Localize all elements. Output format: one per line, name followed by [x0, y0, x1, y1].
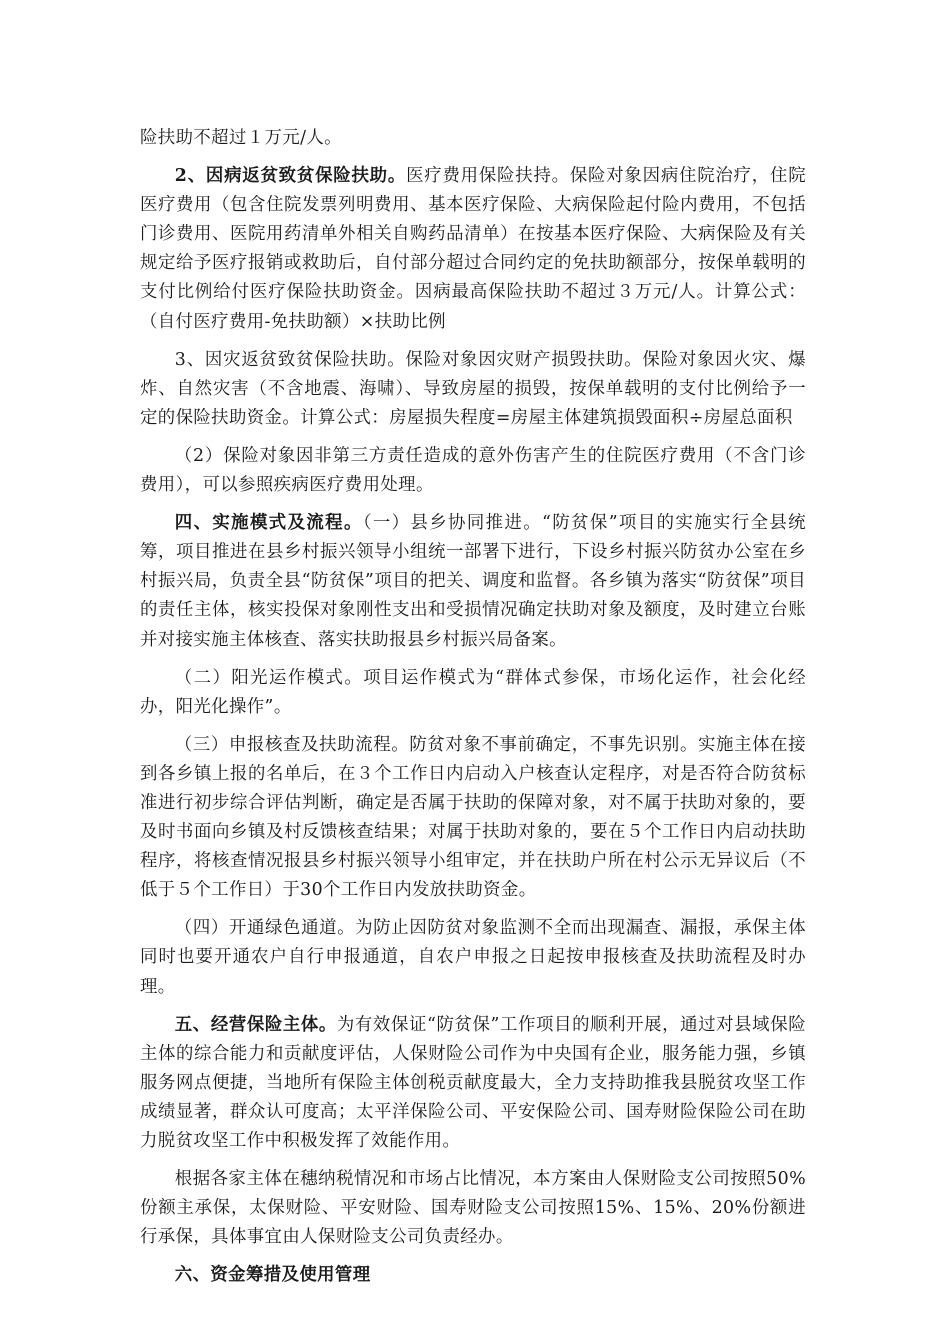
paragraph	[140, 346, 806, 433]
paragraph-text: 险扶助不超过１万元/人。	[140, 128, 342, 148]
paragraph	[140, 731, 806, 906]
paragraph-text: （2）保险对象因非第三方责任造成的意外伤害产生的住院医疗费用（不含门诊费用），可以参照疾病医疗费用处理。	[140, 445, 806, 496]
paragraph-text: 3、因灾返贫致贫保险扶助。保险对象因灾财产损毁扶助。保险对象因火灾、爆炸、自然灾害（不含地震、海啸）、导致房屋的损毁，按保单载明的支付比例给予一定的保险扶助资金。计算公式：房屋损失程度=房屋主体建筑损毁面积÷房屋总面积	[140, 349, 806, 428]
paragraph	[140, 509, 806, 654]
paragraph-text: （二）阳光运作模式。项目运作模式为“群体式参保，市场化运作，社会化经办，阳光化操作”。	[140, 667, 806, 717]
paragraph	[140, 914, 806, 1001]
paragraph-text: 为有效保证“防贫保”工作项目的顺利开展，通过对县域保险主体的综合能力和贡献度评估，人保财险公司作为中央国有企业，服务能力强，乡镇服务网点便捷，当地所有保险主体创税贡献度最大，全力支持助推我县脱贫攻坚工作成绩显著，群众认可度高；太平洋保险公司、平安保险公司、国寿财险保险公司在助力脱贫攻坚工作中积极发挥了效能作用。	[140, 1014, 806, 1151]
paragraph-text: （四）开通绿色通道。为防止因防贫对象监测不全而出现漏查、漏报，承保主体同时也要开通农户自行申报通道，自农户申报之日起按申报核查及扶助流程及时办理。	[140, 918, 806, 997]
paragraph	[140, 124, 806, 153]
paragraph-heading: 四、实施模式及流程。	[174, 513, 363, 534]
document-body	[140, 124, 806, 1299]
section-heading	[140, 1261, 806, 1290]
paragraph-text: 医疗费用保险扶持。保险对象因病住院治疗，住院医疗费用（包含住院发票列明费用、基本医疗保险、大病保险起付险内费用，不包括门诊费用、医院用药清单外相关自购药品清单）在按基本医疗保险、大病保险及有关规定给予医疗报销或救助后，自付部分超过合同约定的免扶助额部分，按保单载明的支付比例给付医疗保险扶助资金。因病最高保险扶助不超过３万元/人。计算公式：（自付医疗费用-免扶助额）×扶助比例	[140, 166, 806, 332]
paragraph-heading: 五、经营保险主体。	[174, 1014, 337, 1035]
paragraph	[140, 442, 806, 500]
paragraph-heading: 2、因病返贫致贫保险扶助。	[174, 166, 407, 187]
paragraph	[140, 1011, 806, 1156]
paragraph-text: 根据各家主体在穗纳税情况和市场占比情况，本方案由人保财险支公司按照50%份额主承保，太保财险、平安财险、国寿财险支公司按照15%、15%、20%份额进行承保，具体事宜由人保财险支公司负责经办。	[140, 1169, 806, 1248]
paragraph	[140, 162, 806, 337]
paragraph-heading: 六、资金筹措及使用管理	[174, 1265, 371, 1286]
paragraph	[140, 664, 806, 722]
paragraph-text: （一）县乡协同推进。“防贫保”项目的实施实行全县统筹，项目推进在县乡村振兴领导小组统一部署下进行，下设乡村振兴防贫办公室在乡村振兴局，负责全县“防贫保”项目的把关、调度和监督。各乡镇为落实“防贫保”项目的责任主体，核实投保对象刚性支出和受损情况确定扶助对象及额度，及时建立台账并对接实施主体核查、落实扶助报县乡村振兴局备案。	[140, 513, 806, 650]
paragraph	[140, 1165, 806, 1252]
paragraph-text: （三）申报核查及扶助流程。防贫对象不事前确定，不事先识别。实施主体在接到各乡镇上报的名单后，在３个工作日内启动入户核查认定程序，对是否符合防贫标准进行初步综合评估判断，确定是否属于扶助的保障对象，对不属于扶助对象的，要及时书面向乡镇及村反馈核查结果；对属于扶助对象的，要在５个工作日内启动扶助程序，将核查情况报县乡村振兴领导小组审定，并在扶助户所在村公示无异议后（不低于５个工作日）于30个工作日内发放扶助资金。	[140, 734, 806, 901]
